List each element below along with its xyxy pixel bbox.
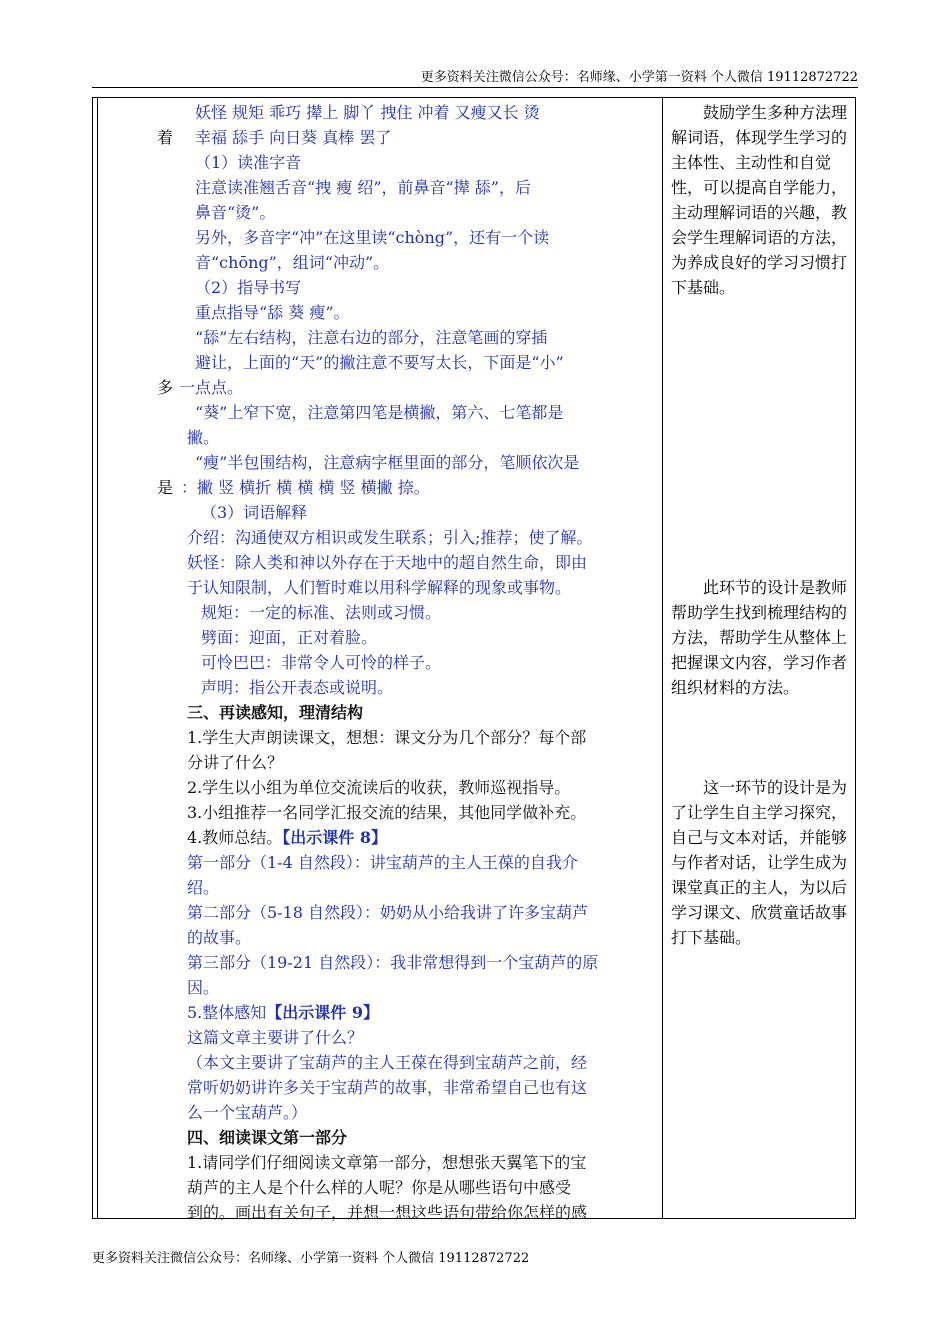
section-title: （2）指导书写 [195,278,302,297]
text-line: 1.请同学们仔细阅读文章第一部分，想想张天翼笔下的宝 [187,1153,587,1172]
answer-line: （本文主要讲了宝葫芦的主人王葆在得到宝葫芦之前，经 [187,1053,588,1072]
structure-line: 的故事。 [187,928,252,947]
slide-tag: 【出示课件 9】 [266,1003,379,1022]
definition-line: 妖怪：除人类和神以外存在于天地中的超自然生命，即由 [187,553,588,572]
header-rule [92,87,858,88]
step-text: 5.整体感知 [187,1003,267,1022]
design-note-text: 鼓励学生多种方法理解词语，体现学生学习的主体性、主动性和自觉性，可以提高自学能力，主动理解词语的兴趣，教会学生理解词语的方法，为养成良好的学习习惯打下基础。 [671,103,848,297]
text-line: 注意读准翘舌音“拽 瘦 绍”，前鼻音“撵 舔”，后 [195,178,531,197]
text-line [187,825,657,850]
lesson-content [179,100,657,1225]
left-column-char: 是 [157,478,174,497]
page-footer: 更多资料关注微信公众号：名师缘、小学第一资料 个人微信 19112872722 [92,1251,530,1266]
text-line: 重点指导“舔 葵 瘦”。 [195,303,350,322]
text-line: 3.小组推荐一名同学汇报交流的结果，其他同学做补充。 [187,803,587,822]
text-line: 分讲了什么？ [187,753,284,772]
text-line: 一点点。 [179,378,244,397]
table-left-inner-line [97,98,98,1218]
step-text: 4.教师总结。 [187,828,283,847]
text-line: 另外，多音字“冲”在这里读“chòng”，还有一个读 [195,228,550,247]
left-column-char: 着 [157,128,174,147]
answer-line: 常听奶奶讲许多关于宝葫芦的故事，非常希望自己也有这 [187,1078,588,1097]
structure-line: 第三部分（19-21 自然段）：我非常想得到一个宝葫芦的原 [187,953,599,972]
design-note [671,775,847,950]
structure-line: 绍。 [187,878,220,897]
design-note-text: 这一环节的设计是为了让学生自主学习探究，自己与文本对话，并能够与作者对话，让学生成为课堂真正的主人，为以后学习课文、欣赏童话故事打下基础。 [671,778,848,947]
definition-line: 规矩：一定的标准、法则或习惯。 [201,603,442,622]
text-line: “葵”上窄下宽，注意第四笔是横撇，第六、七笔都是 [195,403,564,422]
definition-line: 劈面：迎面，正对着脸。 [201,628,378,647]
text-line: 1.学生大声朗读课文，想想：课文分为几个部分？每个部 [187,728,587,747]
definition-line: 可怜巴巴：非常令人可怜的样子。 [201,653,442,672]
definition-line: 介绍：沟通使双方相识或发生联系；引入;推荐；使了解。 [187,528,593,547]
text-line: 到的。画出有关句子，并想一想这些语句带给你怎样的感 [187,1203,588,1222]
left-column-char: 多 [157,378,174,397]
text-line: 音“chōng”，组词“冲动”。 [195,253,390,272]
question-line: 这篇文章主要讲了什么？ [187,1028,364,1047]
design-note [671,100,847,300]
text-line: ：撇 竖 横折 横 横 横 竖 横撇 捺。 [181,478,430,497]
text-line: 鼻音“烫”。 [195,203,276,222]
text-line: 避让，上面的“天”的撇注意不要写太长，下面是“小” [195,353,564,372]
page-header: 更多资料关注微信公众号：名师缘、小学第一资料 个人微信 19112872722 [420,70,858,85]
lesson-table [92,97,856,1222]
design-note-text: 此环节的设计是教师帮助学生找到梳理结构的方法，帮助学生从整体上把握课文内容，学习作者组织材料的方法。 [671,578,848,697]
structure-line: 第二部分（5-18 自然段）：奶奶从小给我讲了许多宝葫芦 [187,903,589,922]
design-note [671,575,847,700]
structure-line: 因。 [187,978,220,997]
text-line: 撇。 [187,428,220,447]
section-heading: 三、再读感知，理清结构 [187,703,364,722]
structure-line: 第一部分（1-4 自然段）：讲宝葫芦的主人王葆的自我介 [187,853,578,872]
text-line [187,1000,657,1025]
answer-line: 么一个宝葫芦。） [187,1103,308,1122]
definition-line: 于认知限制，人们暂时难以用科学解释的现象或事物。 [187,578,572,597]
section-title: （3）词语解释 [201,503,308,522]
section-title: （1）读准字音 [195,153,302,172]
vocab-line: 妖怪 规矩 乖巧 撵上 脚丫 拽住 冲着 又瘦又长 烫 [195,103,540,122]
table-column-divider [662,98,663,1218]
text-line: 葫芦的主人是个什么样的人呢？你是从哪些语句中感受 [187,1178,572,1197]
text-line: 2.学生以小组为单位交流读后的收获，教师巡视指导。 [187,778,571,797]
text-line: “舔”左右结构，注意右边的部分，注意笔画的穿插 [195,328,548,347]
definition-line: 声明：指公开表态或说明。 [201,678,394,697]
text-line: “瘦”半包围结构，注意病字框里面的部分，笔顺依次是 [195,453,580,472]
section-heading: 四、细读课文第一部分 [187,1128,348,1147]
vocab-line: 幸福 舔手 向日葵 真棒 罢了 [195,128,392,147]
slide-tag: 【出示课件 8】 [282,828,387,847]
